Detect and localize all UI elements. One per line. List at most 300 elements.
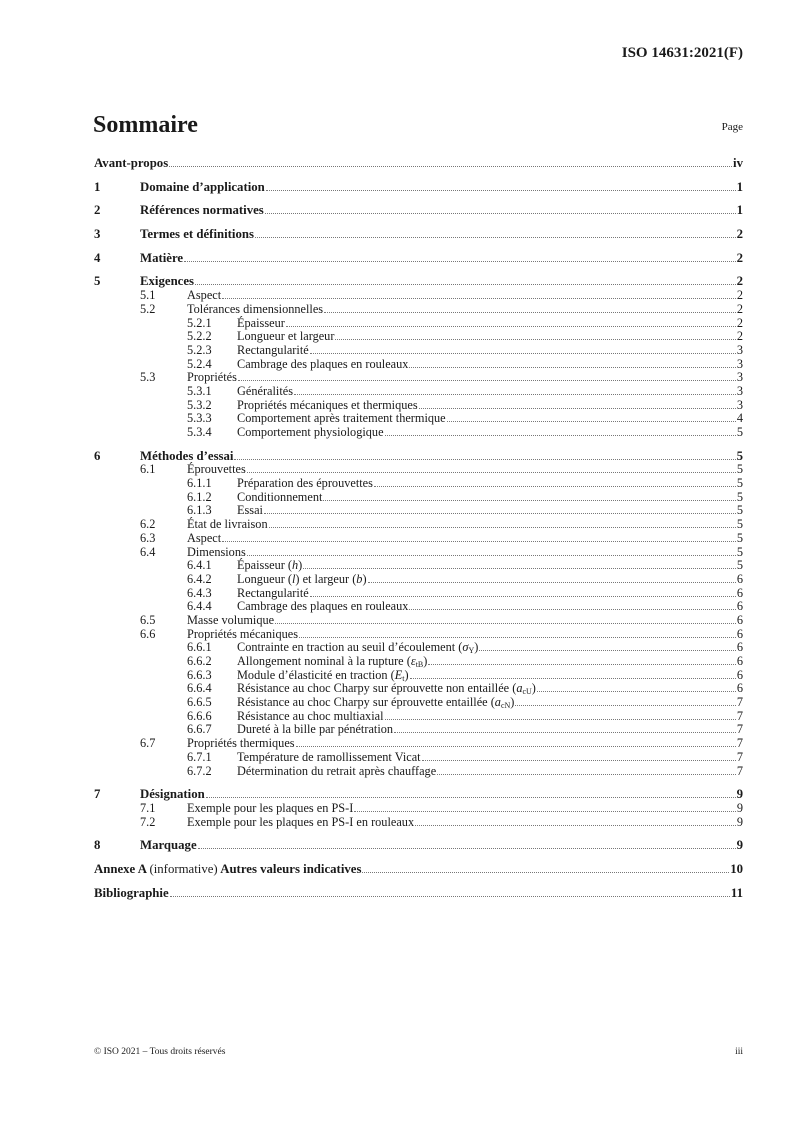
title-part: Module d’élasticité en traction ( bbox=[237, 667, 395, 682]
toc-entry[interactable] bbox=[94, 816, 743, 830]
toc-entry-title bbox=[237, 600, 408, 614]
toc-entry-title bbox=[237, 412, 446, 426]
dot-leader bbox=[479, 650, 736, 651]
dot-leader bbox=[419, 408, 736, 409]
toc-entry[interactable] bbox=[94, 228, 743, 242]
copyright-notice: © ISO 2021 – Tous droits réservés bbox=[94, 1047, 226, 1057]
toc-entry-page: 2 bbox=[736, 227, 743, 242]
toc-entry-page: 7 bbox=[736, 708, 743, 723]
toc-entry-number: 6.1.2 bbox=[187, 489, 212, 504]
subscript: Y bbox=[468, 646, 475, 656]
toc-entry-title bbox=[237, 399, 418, 413]
toc-entry-title bbox=[140, 228, 254, 242]
title-part: Autres valeurs indicatives bbox=[217, 861, 362, 876]
toc-entry-number: 5 bbox=[94, 274, 101, 289]
dot-leader bbox=[238, 380, 736, 381]
title-part: ) bbox=[404, 667, 409, 682]
toc-entry-page: 6 bbox=[736, 571, 743, 586]
toc-entry-number: 5.1 bbox=[140, 288, 156, 303]
toc-entry-number: 6.7.2 bbox=[187, 763, 212, 778]
toc-entry[interactable] bbox=[94, 863, 743, 877]
toc-entry-title bbox=[187, 371, 237, 385]
toc-entry-page: 5 bbox=[736, 448, 743, 463]
toc-entry-number: 5.3 bbox=[140, 370, 156, 385]
toc-entry-title bbox=[187, 532, 221, 546]
toc-entry-title bbox=[237, 330, 334, 344]
toc-entry-page: 6 bbox=[736, 654, 743, 668]
toc-entry[interactable] bbox=[94, 181, 743, 195]
toc-entry-page: 6 bbox=[736, 640, 743, 655]
dot-leader bbox=[264, 513, 736, 514]
toc-entry-page: 5 bbox=[736, 503, 743, 518]
title-part: Annexe A bbox=[94, 861, 150, 876]
title-part: Tolérances dimensionnelles bbox=[187, 301, 324, 316]
toc-entry-page: 5 bbox=[736, 476, 743, 491]
dot-leader bbox=[422, 760, 736, 761]
subscript: cN bbox=[500, 701, 511, 711]
toc-entry-page: 2 bbox=[736, 250, 743, 265]
title-part: Matière bbox=[140, 250, 184, 265]
title-part: Aspect bbox=[187, 288, 222, 303]
toc-entry-number: 6.1.3 bbox=[187, 503, 212, 518]
toc-entry-title bbox=[237, 477, 373, 491]
toc-entry[interactable] bbox=[94, 532, 743, 546]
dot-leader bbox=[310, 596, 736, 597]
dot-leader bbox=[296, 746, 736, 747]
title-part: Exemple pour les plaques en PS-I en rouleaux bbox=[187, 814, 415, 829]
toc-entry-page: 2 bbox=[736, 274, 743, 289]
toc-entry[interactable] bbox=[94, 303, 743, 317]
title-part: Préparation des éprouvettes bbox=[237, 476, 373, 491]
toc-entry[interactable] bbox=[94, 371, 743, 385]
dot-leader bbox=[275, 623, 736, 624]
toc-entry-page: 7 bbox=[736, 722, 743, 737]
title-part: Température de ramollissement Vicat bbox=[237, 749, 421, 764]
toc-entry-title bbox=[237, 751, 421, 765]
toc-entry-number: 5.2.2 bbox=[187, 329, 212, 344]
toc-entry-number: 6.4.1 bbox=[187, 558, 212, 573]
toc-entry-page: 5 bbox=[736, 489, 743, 504]
title-part: a bbox=[494, 695, 501, 710]
title-part: Contrainte en traction au seuil d’écoulement ( bbox=[237, 640, 463, 655]
toc-entry[interactable] bbox=[94, 655, 743, 669]
title-part: b bbox=[356, 571, 363, 586]
toc-entry[interactable] bbox=[94, 399, 743, 413]
toc-entry-title bbox=[94, 887, 169, 901]
subscript: cU bbox=[522, 687, 532, 697]
title-part: Masse volumique bbox=[187, 612, 275, 627]
toc-entry-number: 6 bbox=[94, 448, 101, 463]
toc-entry-title bbox=[187, 802, 353, 816]
toc-entry-title bbox=[187, 737, 295, 751]
toc-entry-page: 2 bbox=[736, 301, 743, 316]
dot-leader bbox=[247, 555, 736, 556]
toc-entry-page: 3 bbox=[736, 342, 743, 357]
toc-entry[interactable] bbox=[94, 317, 743, 331]
toc-entry-number: 5.3.2 bbox=[187, 397, 212, 412]
toc-entry[interactable] bbox=[94, 275, 743, 289]
toc-entry[interactable] bbox=[94, 463, 743, 477]
title-part: Exemple pour les plaques en PS-I bbox=[187, 800, 354, 815]
toc-entry-number: 6.4 bbox=[140, 544, 156, 559]
title-part: Rectangularité bbox=[237, 585, 309, 600]
dot-leader bbox=[515, 705, 735, 706]
dot-leader bbox=[385, 435, 736, 436]
toc-entry-title bbox=[237, 723, 393, 737]
title-part: Domaine d’application bbox=[140, 179, 265, 194]
dot-leader bbox=[195, 284, 736, 285]
toc-entry-number: 5.2 bbox=[140, 301, 156, 316]
dot-leader bbox=[385, 719, 736, 720]
dot-leader bbox=[324, 312, 736, 313]
toc-entry-page: 6 bbox=[736, 626, 743, 641]
dot-leader bbox=[234, 459, 735, 460]
toc-entry-page: 2 bbox=[736, 288, 743, 303]
page-number: iii bbox=[735, 1047, 743, 1057]
toc-entry-title bbox=[94, 863, 361, 877]
toc-entry[interactable] bbox=[94, 358, 743, 372]
dot-leader bbox=[169, 166, 732, 167]
title-part: ε bbox=[410, 654, 416, 668]
title-part: Résistance au choc Charpy sur éprouvette non entaillée ( bbox=[237, 681, 517, 696]
title-part: (informative) bbox=[149, 861, 218, 876]
toc-entry[interactable] bbox=[94, 682, 743, 696]
toc-entry[interactable] bbox=[94, 614, 743, 628]
dot-leader bbox=[265, 213, 736, 214]
title-part: Longueur et largeur bbox=[237, 329, 335, 344]
title-part: Dimensions bbox=[187, 544, 246, 559]
toc-entry-page: 5 bbox=[736, 544, 743, 559]
title-part: Généralités bbox=[237, 383, 293, 398]
title-part: Éprouvettes bbox=[187, 462, 246, 477]
toc-entry[interactable] bbox=[94, 344, 743, 358]
toc-entry-number: 6.7.1 bbox=[187, 749, 212, 764]
title-part: Marquage bbox=[140, 838, 197, 853]
title-part: Termes et définitions bbox=[140, 227, 254, 242]
toc-entry-title bbox=[140, 252, 183, 266]
title-part: Résistance au choc Charpy sur éprouvette entaillée ( bbox=[237, 695, 495, 710]
toc-entry[interactable] bbox=[94, 696, 743, 710]
toc-entry[interactable] bbox=[94, 477, 743, 491]
toc-entry-number: 5.2.3 bbox=[187, 342, 212, 357]
toc-entry[interactable] bbox=[94, 600, 743, 614]
toc-entry-page: 11 bbox=[730, 885, 743, 900]
title-part: ) bbox=[531, 681, 536, 696]
dot-leader bbox=[437, 774, 736, 775]
toc-entry-page: 6 bbox=[736, 585, 743, 600]
toc-entry-title bbox=[237, 385, 293, 399]
toc-entry-number: 5.3.1 bbox=[187, 383, 212, 398]
title-part: Exigences bbox=[140, 274, 195, 289]
dot-leader bbox=[198, 848, 736, 849]
toc-entry-title bbox=[237, 358, 408, 372]
toc-entry[interactable] bbox=[94, 788, 743, 802]
toc-entry-title bbox=[187, 518, 268, 532]
title-part: Détermination du retrait après chauffage bbox=[237, 763, 437, 778]
dot-leader bbox=[447, 421, 736, 422]
table-of-contents bbox=[94, 157, 743, 900]
title-part: E bbox=[394, 667, 403, 682]
toc-entry-number: 6.4.4 bbox=[187, 599, 212, 614]
toc-entry-page: 4 bbox=[736, 411, 743, 426]
title-part: ) bbox=[362, 571, 367, 586]
title-part: Cambrage des plaques en rouleaux bbox=[237, 356, 409, 371]
toc-entry-title bbox=[140, 788, 205, 802]
title-part: Dureté à la bille par pénétration bbox=[237, 722, 394, 737]
toc-entry-title bbox=[237, 573, 367, 587]
title-part: Propriétés mécaniques et thermiques bbox=[237, 397, 418, 412]
toc-entry[interactable] bbox=[94, 289, 743, 303]
toc-entry-page: 10 bbox=[730, 861, 743, 876]
toc-entry-title bbox=[187, 463, 246, 477]
toc-entry-title bbox=[187, 303, 323, 317]
toc-entry-page: 5 bbox=[736, 425, 743, 439]
dot-leader bbox=[537, 691, 736, 692]
dot-leader bbox=[409, 367, 735, 368]
toc-entry-page: 3 bbox=[736, 356, 743, 371]
toc-entry-number: 8 bbox=[94, 838, 101, 853]
toc-entry-title bbox=[140, 181, 265, 195]
toc-entry-number: 6.6.2 bbox=[187, 654, 212, 668]
title-part: Comportement après traitement thermique bbox=[237, 411, 446, 426]
toc-entry[interactable] bbox=[94, 204, 743, 218]
toc-entry-page: 7 bbox=[736, 763, 743, 778]
dot-leader bbox=[266, 190, 736, 191]
title-part: Allongement nominal à la rupture ( bbox=[237, 654, 411, 668]
toc-entry[interactable] bbox=[94, 723, 743, 737]
toc-entry-number: 6.3 bbox=[140, 530, 156, 545]
toc-entry-number: 6.6.3 bbox=[187, 667, 212, 682]
toc-entry[interactable] bbox=[94, 751, 743, 765]
dot-leader bbox=[368, 582, 736, 583]
title-part: Références normatives bbox=[140, 203, 264, 218]
dot-leader bbox=[247, 472, 736, 473]
toc-entry-page: 3 bbox=[736, 383, 743, 398]
toc-entry-page: 1 bbox=[736, 179, 743, 194]
toc-entry-page: 9 bbox=[736, 838, 743, 853]
title-part: Aspect bbox=[187, 530, 222, 545]
toc-entry[interactable] bbox=[94, 802, 743, 816]
dot-leader bbox=[303, 568, 736, 569]
toc-entry-page: 6 bbox=[736, 599, 743, 614]
dot-leader bbox=[310, 353, 736, 354]
dot-leader bbox=[409, 609, 735, 610]
title-part: Propriétés thermiques bbox=[187, 736, 295, 751]
toc-entry-number: 4 bbox=[94, 250, 101, 265]
toc-entry-title bbox=[187, 628, 298, 642]
toc-entry-title bbox=[237, 504, 263, 518]
title-part: Conditionnement bbox=[237, 489, 323, 504]
title-part: Longueur ( bbox=[237, 571, 292, 586]
title-part: Avant-propos bbox=[94, 156, 169, 170]
dot-leader bbox=[362, 872, 729, 873]
toc-entry-number: 6.6.7 bbox=[187, 722, 212, 737]
toc-entry[interactable] bbox=[94, 330, 743, 344]
toc-entry-page: 5 bbox=[736, 558, 743, 573]
toc-entry-number: 6.4.2 bbox=[187, 571, 212, 586]
toc-entry-title bbox=[237, 587, 309, 601]
dot-leader bbox=[206, 797, 736, 798]
toc-entry[interactable] bbox=[94, 157, 743, 171]
toc-entry-title bbox=[140, 275, 194, 289]
title-part: h bbox=[291, 558, 299, 573]
title-part: Épaisseur ( bbox=[237, 558, 292, 573]
title-part: a bbox=[516, 681, 523, 696]
toc-entry-number: 6.6.1 bbox=[187, 640, 212, 655]
toc-entry-number: 2 bbox=[94, 203, 101, 218]
toc-entry-number: 5.2.1 bbox=[187, 315, 212, 330]
dot-leader bbox=[394, 732, 736, 733]
toc-entry-page: 6 bbox=[736, 667, 743, 682]
title-part: Bibliographie bbox=[94, 885, 169, 900]
toc-entry[interactable] bbox=[94, 450, 743, 464]
toc-entry[interactable] bbox=[94, 573, 743, 587]
toc-entry-number: 6.5 bbox=[140, 612, 156, 627]
toc-entry-number: 1 bbox=[94, 179, 101, 194]
subscript: t bbox=[402, 673, 405, 683]
toc-entry-number: 7 bbox=[94, 787, 101, 802]
toc-entry[interactable] bbox=[94, 412, 743, 426]
title-part: ) et largeur ( bbox=[295, 571, 357, 586]
toc-entry-page: 5 bbox=[736, 530, 743, 545]
toc-entry-title bbox=[140, 839, 197, 853]
toc-entry-title bbox=[237, 559, 302, 573]
toc-entry-page: 3 bbox=[736, 397, 743, 412]
title-part: Résistance au choc multiaxial bbox=[237, 708, 384, 723]
toc-entry-page: 5 bbox=[736, 517, 743, 532]
title-part: Cambrage des plaques en rouleaux bbox=[237, 599, 409, 614]
dot-leader bbox=[170, 896, 730, 897]
title-part: σ bbox=[462, 640, 469, 655]
toc-entry-page: 6 bbox=[736, 612, 743, 627]
toc-entry-title bbox=[187, 546, 246, 560]
toc-entry[interactable] bbox=[94, 252, 743, 266]
title-part: Essai bbox=[237, 503, 263, 518]
toc-entry-number: 7.1 bbox=[140, 800, 156, 815]
toc-entry-number: 6.2 bbox=[140, 517, 156, 532]
toc-entry[interactable] bbox=[94, 737, 743, 751]
toc-entry[interactable] bbox=[94, 559, 743, 573]
toc-entry-page: 6 bbox=[736, 681, 743, 696]
toc-entry-number: 6.6.6 bbox=[187, 708, 212, 723]
toc-entry[interactable] bbox=[94, 587, 743, 601]
dot-leader bbox=[222, 541, 736, 542]
page-title: Sommaire bbox=[93, 112, 198, 138]
toc-entry-page: 9 bbox=[736, 814, 743, 829]
toc-entry-number: 5.3.4 bbox=[187, 425, 212, 439]
dot-leader bbox=[222, 298, 736, 299]
toc-entry[interactable] bbox=[94, 426, 743, 440]
toc-entry-page: 7 bbox=[736, 695, 743, 710]
toc-entry-title bbox=[187, 614, 274, 628]
title-part: ) bbox=[423, 654, 428, 668]
toc-entry[interactable] bbox=[94, 518, 743, 532]
dot-leader bbox=[255, 237, 736, 238]
toc-entry-number: 6.1.1 bbox=[187, 476, 212, 491]
title-part: ) bbox=[510, 695, 515, 710]
toc-entry[interactable] bbox=[94, 504, 743, 518]
toc-entry[interactable] bbox=[94, 491, 743, 505]
toc-entry-page: 7 bbox=[736, 749, 743, 764]
title-part: Épaisseur bbox=[237, 315, 285, 330]
toc-entry-page: iv bbox=[733, 156, 743, 170]
toc-entry-page: 7 bbox=[736, 736, 743, 751]
toc-entry-title bbox=[187, 816, 414, 830]
dot-leader bbox=[299, 637, 736, 638]
title-part: ) bbox=[298, 558, 303, 573]
toc-entry-page: 9 bbox=[736, 800, 743, 815]
title-part: Comportement physiologique bbox=[237, 425, 384, 439]
toc-entry-title bbox=[237, 765, 436, 779]
toc-entry[interactable] bbox=[94, 628, 743, 642]
toc-entry[interactable] bbox=[94, 887, 743, 901]
toc-entry-number: 3 bbox=[94, 227, 101, 242]
toc-entry[interactable] bbox=[94, 839, 743, 853]
dot-leader bbox=[415, 825, 736, 826]
document-id: ISO 14631:2021(F) bbox=[621, 45, 743, 61]
toc-entry-number: 5.3.3 bbox=[187, 411, 212, 426]
toc-entry-title bbox=[237, 344, 309, 358]
dot-leader bbox=[184, 261, 735, 262]
toc-entry-number: 7.2 bbox=[140, 814, 156, 829]
dot-leader bbox=[269, 527, 736, 528]
toc-entry-title bbox=[140, 450, 233, 464]
toc-entry-title bbox=[140, 204, 264, 218]
title-part: Méthodes d’essai bbox=[140, 448, 234, 463]
page-column-label: Page bbox=[721, 121, 743, 133]
dot-leader bbox=[354, 811, 736, 812]
title-part: ) bbox=[474, 640, 479, 655]
toc-entry-title bbox=[237, 710, 384, 724]
toc-entry-number: 6.4.3 bbox=[187, 585, 212, 600]
toc-entry[interactable] bbox=[94, 765, 743, 779]
toc-entry-page: 5 bbox=[736, 462, 743, 477]
dot-leader bbox=[335, 339, 735, 340]
toc-entry[interactable] bbox=[94, 546, 743, 560]
dot-leader bbox=[286, 326, 736, 327]
dot-leader bbox=[323, 500, 735, 501]
title-part: Rectangularité bbox=[237, 342, 309, 357]
toc-entry-page: 2 bbox=[736, 315, 743, 330]
dot-leader bbox=[428, 664, 735, 665]
toc-entry-page: 2 bbox=[736, 329, 743, 344]
toc-entry-page: 1 bbox=[736, 203, 743, 218]
toc-entry[interactable] bbox=[94, 385, 743, 399]
toc-entry-number: 6.7 bbox=[140, 736, 156, 751]
title-part: Propriétés mécaniques bbox=[187, 626, 298, 641]
toc-entry-number: 6.6.5 bbox=[187, 695, 212, 710]
title-part: État de livraison bbox=[187, 517, 268, 532]
toc-entry-page: 3 bbox=[736, 370, 743, 385]
toc-entry-title bbox=[187, 289, 221, 303]
dot-leader bbox=[294, 394, 736, 395]
toc-entry-title bbox=[237, 491, 322, 505]
toc-entry-title bbox=[237, 426, 384, 440]
dot-leader bbox=[374, 486, 736, 487]
toc-entry-number: 5.2.4 bbox=[187, 356, 212, 371]
toc-entry-number: 6.6.4 bbox=[187, 681, 212, 696]
toc-entry-title bbox=[94, 157, 168, 171]
title-part: Désignation bbox=[140, 787, 205, 802]
toc-entry-number: 6.6 bbox=[140, 626, 156, 641]
title-part: l bbox=[291, 571, 296, 586]
subscript: tB bbox=[415, 660, 424, 669]
toc-entry-number: 6.1 bbox=[140, 462, 156, 477]
toc-entry-title bbox=[237, 317, 285, 331]
dot-leader bbox=[410, 678, 736, 679]
toc-entry[interactable] bbox=[94, 641, 743, 655]
toc-entry-page: 9 bbox=[736, 787, 743, 802]
